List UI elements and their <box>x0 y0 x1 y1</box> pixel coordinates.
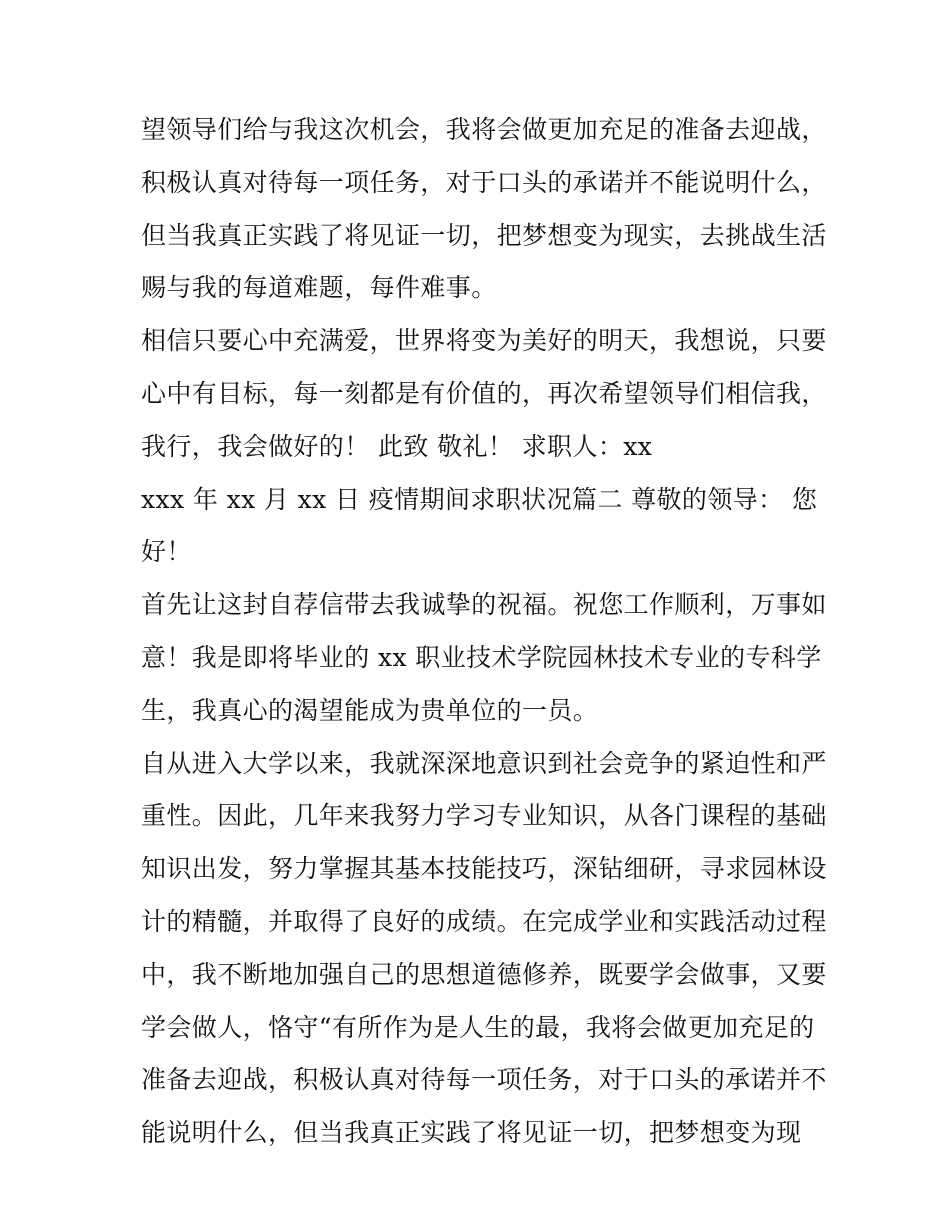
text-line: 生，我真心的渴望能成为贵单位的一员。 <box>141 695 599 725</box>
text-line: 能说明什么，但当我真正实践了将见证一切，把梦想变为现 <box>141 1118 802 1148</box>
text-line: 自从进入大学以来，我就深深地意识到社会竞争的紧迫性和严 <box>141 748 827 778</box>
text-line: 学会做人，恪守“有所作为是人生的最，我将会做更加充足的 <box>141 1012 815 1042</box>
text-line: 但当我真正实践了将见证一切，把梦想变为现实，去挑战生活 <box>141 220 827 250</box>
text-line: 中，我不断地加强自己的思想道德修养，既要学会做事，又要 <box>141 959 827 989</box>
text-line: 意！我是即将毕业的 xx 职业技术学院园林技术专业的专科学 <box>141 642 822 672</box>
text-line: 相信只要心中充满爱，世界将变为美好的明天，我想说，只要 <box>141 326 827 356</box>
text-line: xxx 年 xx 月 xx 日 疫情期间求职状况篇二 尊敬的领导： 您 <box>141 484 818 514</box>
text-line: 心中有目标，每一刻都是有价值的，再次希望领导们相信我， <box>141 378 827 408</box>
text-line: 我行，我会做好的！ 此致 敬礼！ 求职人：xx <box>141 431 653 461</box>
document-body <box>141 104 827 1160</box>
text-line: 好！ <box>141 537 192 567</box>
text-line: 赐与我的每道难题，每件难事。 <box>141 273 497 303</box>
text-line: 积极认真对待每一项任务，对于口头的承诺并不能说明什么， <box>141 167 827 197</box>
text-line: 知识出发，努力掌握其基本技能技巧，深钻细研，寻求园林设 <box>141 854 827 884</box>
text-line: 准备去迎战，积极认真对待每一项任务，对于口头的承诺并不 <box>141 1065 827 1095</box>
text-line: 首先让这封自荐信带去我诚挚的祝福。祝您工作顺利，万事如 <box>141 590 827 620</box>
text-line: 望领导们给与我这次机会，我将会做更加充足的准备去迎战， <box>141 115 827 144</box>
text-line: 重性。因此，几年来我努力学习专业知识，从各门课程的基础 <box>141 801 827 831</box>
text-line: 计的精髓，并取得了良好的成绩。在完成学业和实践活动过程 <box>141 906 827 936</box>
